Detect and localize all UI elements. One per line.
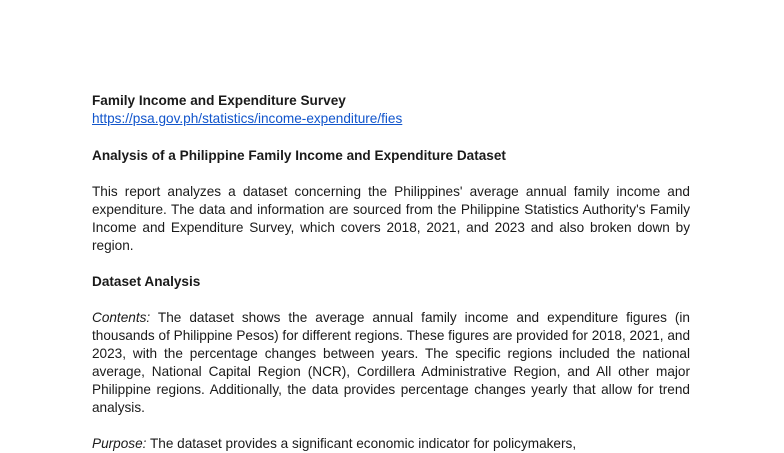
- document-page: [92, 92, 690, 453]
- dataset-analysis-heading: Dataset Analysis: [92, 274, 201, 289]
- analysis-heading: Analysis of a Philippine Family Income and Expenditure Dataset: [92, 148, 506, 163]
- purpose-label: Purpose:: [92, 436, 147, 451]
- contents-label: Contents:: [92, 310, 151, 325]
- document-title: Family Income and Expenditure Survey: [92, 93, 346, 108]
- source-link[interactable]: https://psa.gov.ph/statistics/income-expenditure/fies: [92, 111, 403, 126]
- contents-paragraph: [92, 309, 690, 417]
- contents-text: The dataset shows the average annual family income and expenditure figures (in thousands of Philippine Pesos) for different regions. These figures are provided for 2018, 2021, and 2023, with the percentage changes between years. The specific regions included the national average, National Capital Region (NCR), Cordillera Administrative Region, and All other major Philippine regions. Additionally, the data provides percentage changes yearly that allow for trend analysis.: [92, 310, 691, 415]
- purpose-paragraph: [92, 435, 690, 453]
- purpose-text: The dataset provides a significant economic indicator for policymakers,: [146, 436, 577, 451]
- intro-paragraph: This report analyzes a dataset concerning the Philippines' average annual family income and expenditure. The data and information are sourced from the Philippine Statistics Authority's Family Income and Expenditure Survey, which covers 2018, 2021, and 2023 and also broken down by region.: [92, 184, 690, 253]
